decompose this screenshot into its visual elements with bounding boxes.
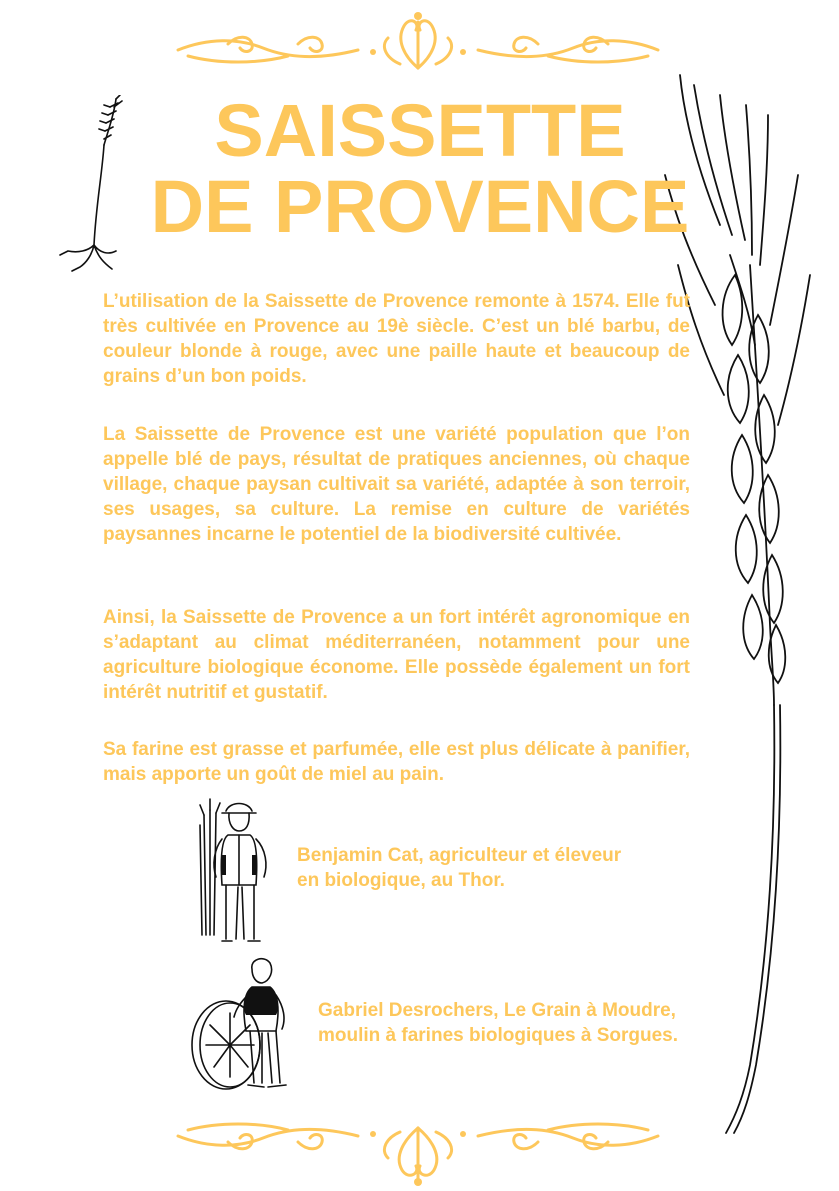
paragraph-agronomy: Ainsi, la Saissette de Provence a un fort intérêt agronomique en s’adaptant au climat méditerranéen, notamment pour une agriculture biologique économe. Elle possède également un fort intérêt nutritif et gustatif.	[103, 607, 690, 703]
caption-benjamin-cat	[297, 843, 677, 893]
small-wheat-stalk-icon	[58, 95, 138, 275]
caption-line: moulin à farines biologiques à Sorgues.	[318, 1025, 679, 1046]
page-title-line-1: SAISSETTE	[214, 89, 626, 172]
miller-with-millstone-illustration-icon	[190, 955, 305, 1095]
paragraph-variety: La Saissette de Provence est une variété population que l’on appelle blé de pays, résultat de pratiques anciennes, où chaque village, chaque paysan cultivait sa variété, adaptée à son terroir, ses usages, sa culture. La remise en culture de variétés paysannes incarne le potentiel de la biodiversité cultivée.	[103, 424, 690, 545]
farmer-illustration-icon	[192, 795, 282, 950]
paragraph-flour: Sa farine est grasse et parfumée, elle est plus délicate à panifier, mais apporte un goût de miel au pain.	[103, 739, 690, 785]
caption-line: Gabriel Desrochers, Le Grain à Moudre,	[318, 1000, 676, 1021]
bottom-flourish-ornament	[168, 1106, 668, 1186]
caption-gabriel-desrochers	[318, 998, 718, 1048]
page-title-line-2: DE PROVENCE	[150, 165, 690, 248]
caption-line: Benjamin Cat, agriculteur et éleveur	[297, 845, 622, 866]
caption-line: en biologique, au Thor.	[297, 870, 505, 891]
top-flourish-ornament	[168, 8, 668, 78]
paragraph-history: L’utilisation de la Saissette de Provence remonte à 1574. Elle fut très cultivée en Provence au 19è siècle. C’est un blé barbu, de couleur blonde à rouge, avec une paille haute et beaucoup de grains d’un bon poids.	[103, 291, 690, 387]
